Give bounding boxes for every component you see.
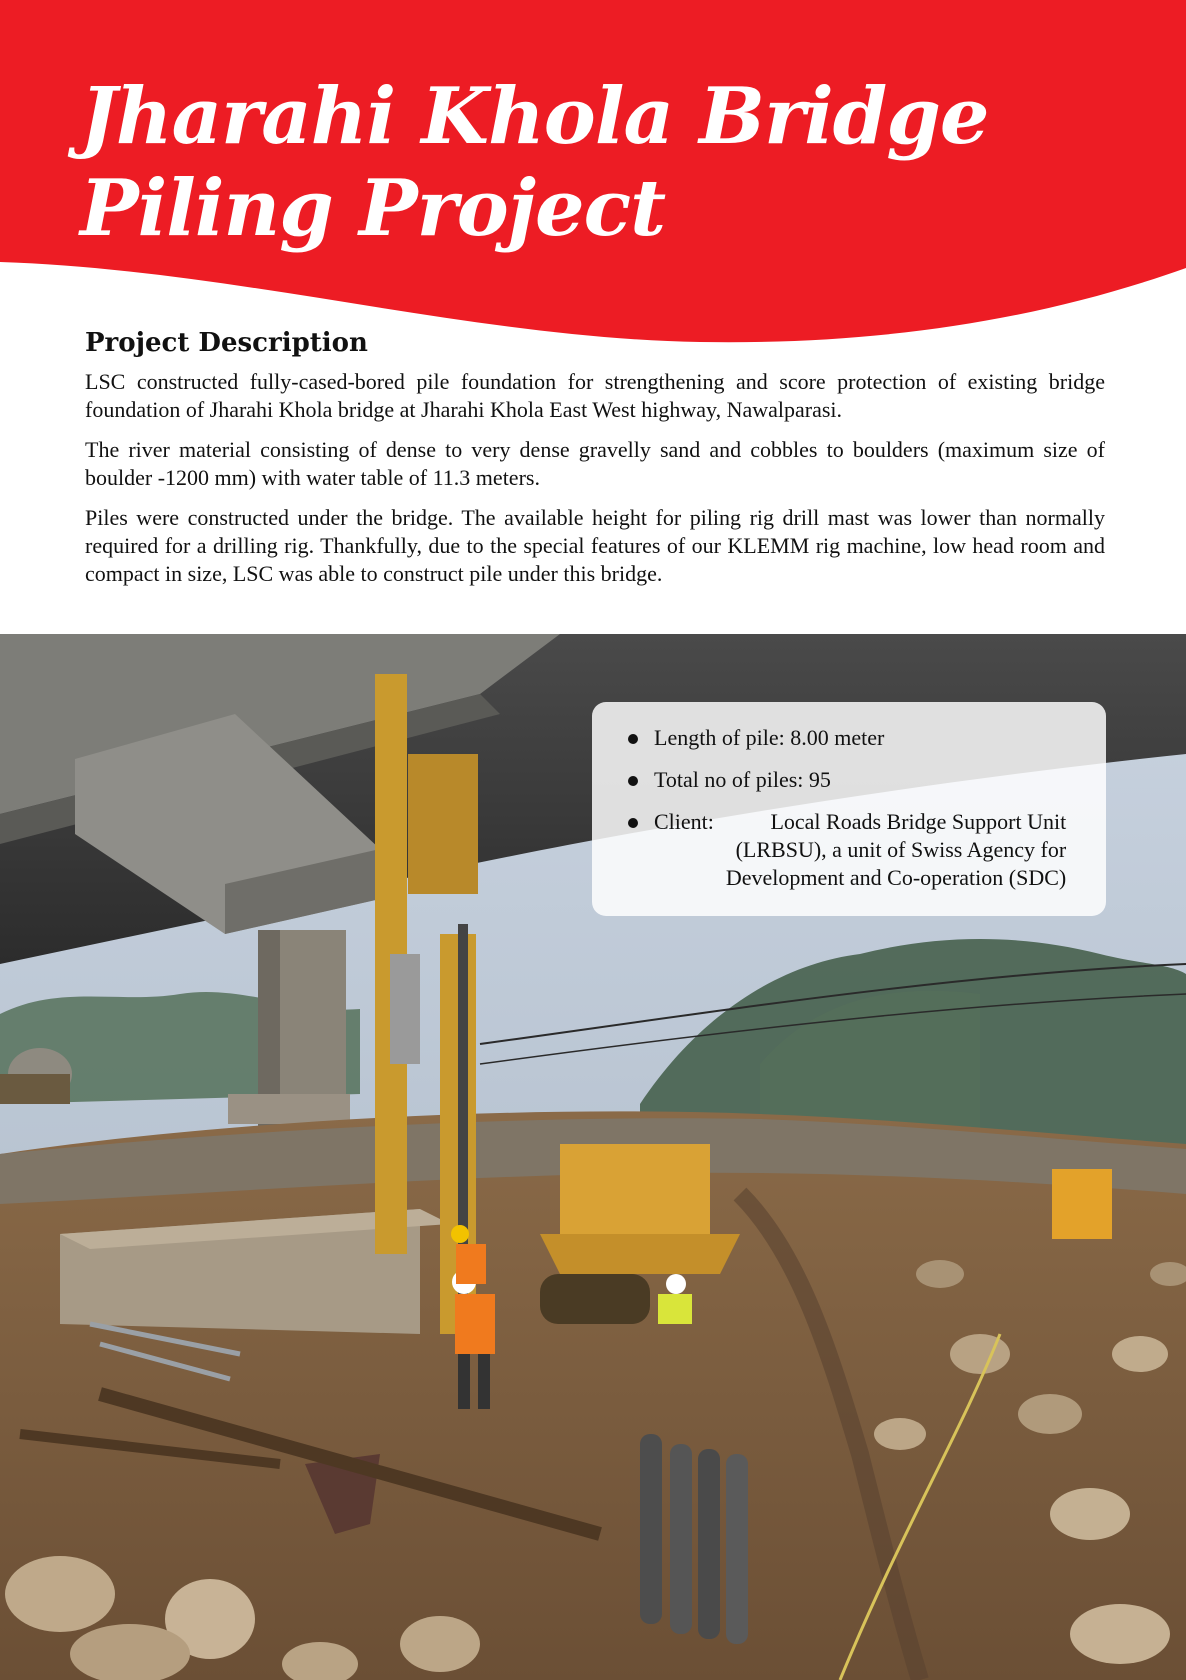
info-card bbox=[592, 702, 1106, 916]
info-item-text: Total no of piles: 95 bbox=[654, 767, 831, 792]
client-line: Local Roads Bridge Support Unit bbox=[770, 809, 1067, 834]
bullet-icon bbox=[628, 776, 638, 786]
page-title-line-1: Jharahi Khola Bridge bbox=[80, 71, 989, 162]
info-item-length bbox=[610, 724, 1088, 752]
description-paragraph: The river material consisting of dense to very dense gravelly sand and cobbles to boulders (maximum size of boulder -1200 mm) with water table of 11.3 meters. bbox=[85, 437, 1105, 490]
section-heading: Project Description bbox=[85, 328, 368, 358]
client-line: (LRBSU), a unit of Swiss Agency for bbox=[735, 837, 1067, 862]
info-item-text: Length of pile: 8.00 meter bbox=[654, 725, 885, 750]
client-label: Client: bbox=[654, 809, 714, 834]
description-paragraph: LSC constructed fully-cased-bored pile foundation for strengthening and score protection of existing bridge foundation of Jharahi Khola bridge at Jharahi Khola East West highway, Nawalparasi. bbox=[85, 369, 1105, 422]
client-block bbox=[654, 808, 1088, 892]
description-paragraph: Piles were constructed under the bridge. The available height for piling rig drill mast was lower than normally required for a drilling rig. Thankfully, due to the special features of our KLEMM rig machine, low head room and compact in size, LSC was able to construct pile under this bridge. bbox=[85, 505, 1105, 586]
bullet-icon bbox=[628, 818, 638, 828]
client-value bbox=[726, 808, 1066, 892]
info-item-total bbox=[610, 766, 1088, 794]
client-line: Development and Co-operation (SDC) bbox=[725, 865, 1067, 890]
page-title-line-2: Piling Project bbox=[80, 163, 666, 254]
info-item-client bbox=[610, 808, 1088, 892]
bullet-icon bbox=[628, 734, 638, 744]
project-description bbox=[85, 328, 1105, 600]
